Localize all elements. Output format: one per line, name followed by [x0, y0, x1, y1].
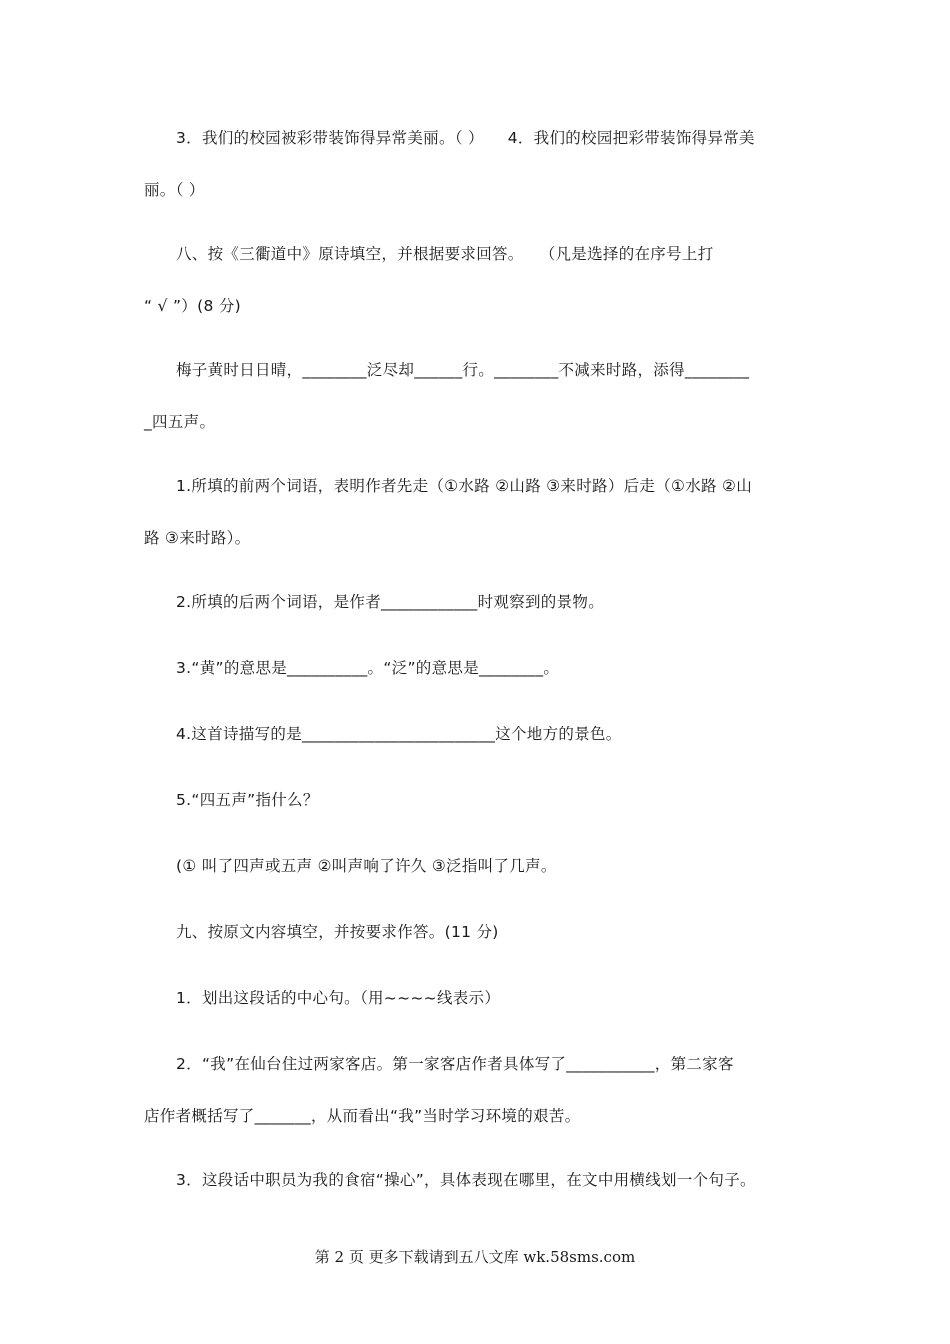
question-8-5-options: (① 叫了四声或五声 ②叫声响了许久 ③泛指叫了几声。: [176, 857, 557, 875]
section-8-heading-cont: “ √ ”）(8 分): [144, 297, 241, 315]
question-9-3: 3．这段话中职员为我的食宿“操心”，具体表现在哪里，在文中用横线划一个句子。: [176, 1171, 756, 1189]
poem-fill-line-cont: _四五声。: [144, 413, 216, 431]
question-7-item-3-4: 3．我们的校园被彩带装饰得异常美丽。（ ） 4．我们的校园把彩带装饰得异常美: [176, 129, 755, 147]
question-7-item-4-cont: 丽。（ ）: [144, 181, 205, 199]
question-9-2-cont: 店作者概括写了_______，从而看出“我”当时学习环境的艰苦。: [144, 1107, 581, 1125]
poem-fill-line: 梅子黄时日日晴，________泛尽却______行。________不减来时路，添得________: [176, 361, 750, 379]
question-8-3: 3.“黄”的意思是__________。“泛”的意思是________。: [176, 659, 560, 677]
page-footer: 第 2 页 更多下载请到五八文库 wk.58sms.com: [314, 1248, 636, 1266]
question-8-2: 2.所填的后两个词语，是作者____________时观察到的景物。: [176, 593, 604, 611]
question-8-1: 1.所填的前两个词语，表明作者先走（①水路 ②山路 ③来时路）后走（①水路 ②山: [176, 477, 753, 495]
question-9-1: 1．划出这段话的中心句。（用~~~~线表示）: [176, 989, 501, 1007]
question-9-2: 2．“我”在仙台住过两家客店。第一家客店作者具体写了___________，第二家客: [176, 1055, 734, 1073]
question-8-1-cont: 路 ③来时路）。: [144, 529, 251, 547]
section-9-heading: 九、按原文内容填空，并按要求作答。(11 分): [176, 923, 499, 941]
question-8-4: 4.这首诗描写的是________________________这个地方的景色。: [176, 725, 622, 743]
section-8-heading: 八、按《三衢道中》原诗填空，并根据要求回答。 （凡是选择的在序号上打: [176, 245, 714, 263]
question-8-5: 5.“四五声”指什么？: [176, 791, 319, 809]
